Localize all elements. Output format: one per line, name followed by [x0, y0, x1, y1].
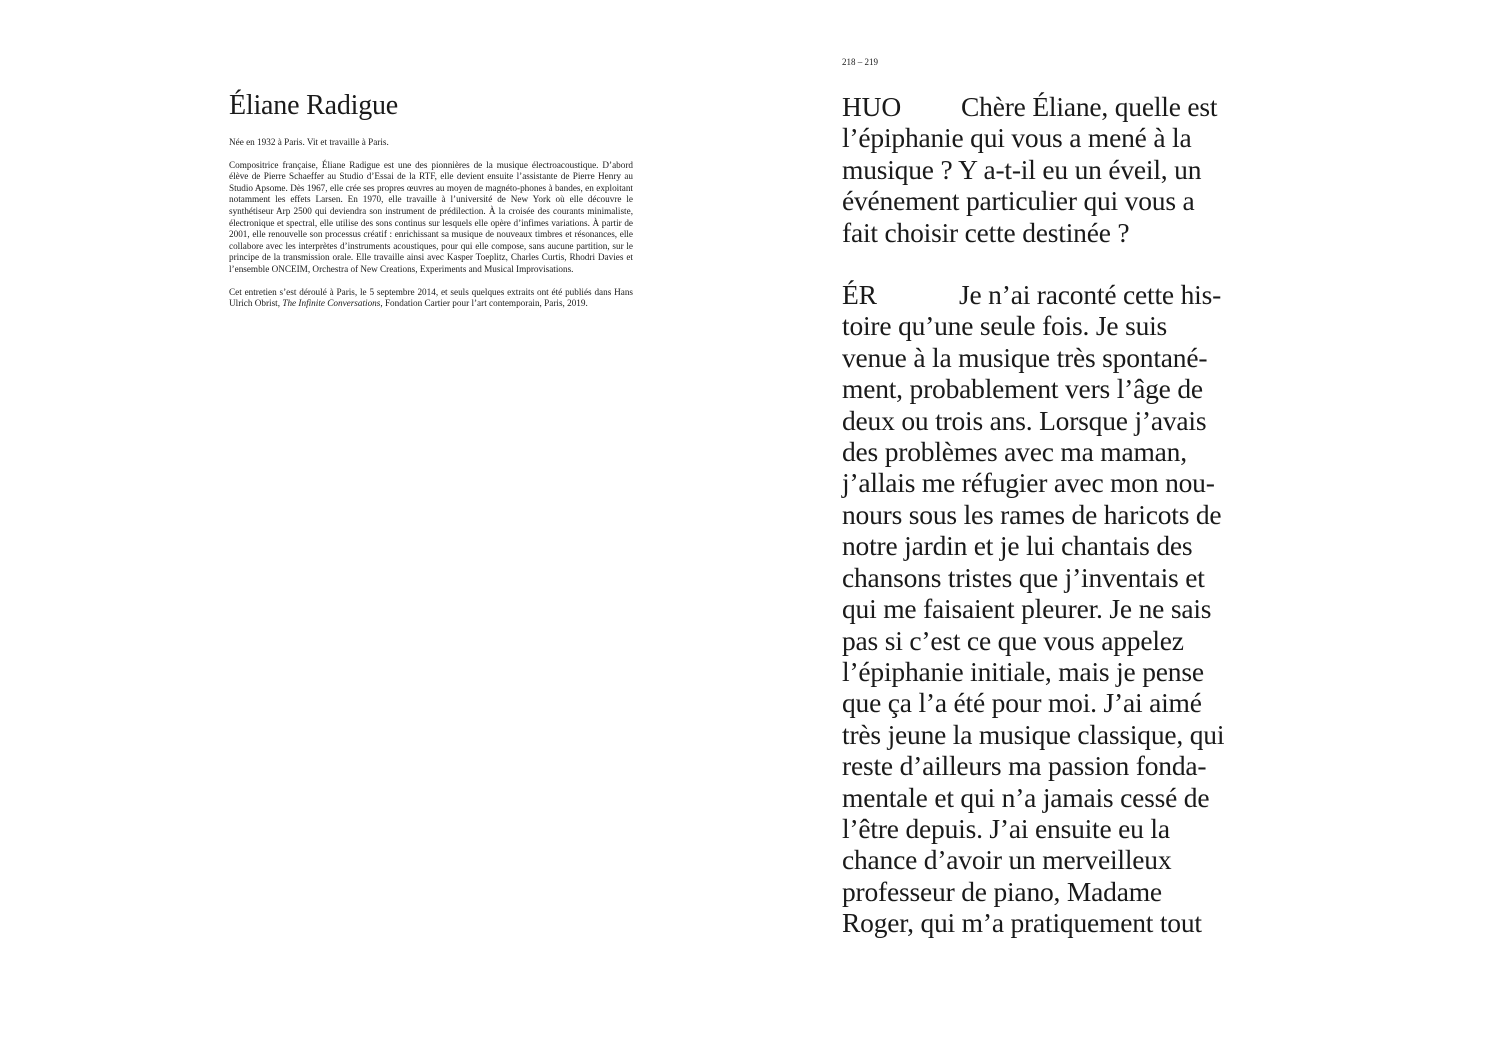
answer-line: notre jardin et je lui chantais des [842, 530, 1193, 562]
answer-line: l’épiphanie initiale, mais je pense [842, 655, 1204, 687]
answer-line: professeur de piano, Madame [842, 875, 1162, 907]
left-page [229, 88, 633, 321]
artist-bio: Compositrice française, Éliane Radigue est une des pionnières de la musique électroacoustique. D’abord élève de Pierre Schaeffer au Studio d’Essai de la RTF, elle devient ensuite l’assistante de Pierre Henry au Studio Apsome. Dès 1967, elle crée ses propres œuvres au moyen de magnéto-phones à bandes, en exploitant notamment les effets Larsen. En 1970, elle travaille à l’université de New York où elle découvre le synthétiseur Arp 2500 qui deviendra son instrument de prédilection. À la croisée des courants minimaliste, électronique et spectral, elle utilise des sons continus sur lesquels elle opère d’infimes variations. À partir de 2001, elle renouvelle son processus créatif : enrichissant sa musique de nouveaux timbres et résonances, elle collabore avec les interprètes d’instruments acoustiques, pour qui elle compose, sans aucune partition, sur le principe de la transmission orale. Elle travaille ainsi avec Kasper Toeplitz, Charles Curtis, Rhodri Davies et l’ensemble ONCEIM, Orchestra of New Creations, Experiments and Musical Improvisations. [229, 159, 633, 274]
answer-line: toire qu’une seule fois. Je suis [842, 310, 1168, 342]
interview-note [229, 287, 633, 310]
answer-line: pas si c’est ce que vous appelez [842, 624, 1184, 656]
answer-line: ment, probablement vers l’âge de [842, 373, 1203, 405]
interview-note-after: , Fondation Cartier pour l’art contemporain, Paris, 2019. [380, 298, 588, 309]
question-line: événement particulier qui vous a [842, 185, 1195, 217]
answer-line: mentale et qui n’a jamais cessé de [842, 781, 1210, 813]
question-speaker: HUO [842, 91, 901, 122]
answer-line: très jeune la musique classique, qui [842, 718, 1225, 750]
answer-block [842, 279, 1272, 939]
answer-first-line [842, 279, 1272, 310]
birth-line: Née en 1932 à Paris. Vit et travaille à Paris. [229, 137, 389, 147]
answer-line: chansons tristes que j’inventais et [842, 561, 1205, 593]
answer-line: nours sous les rames de haricots de [842, 498, 1222, 530]
question-block [842, 91, 1272, 248]
answer-line: qui me faisaient pleurer. Je ne sais [842, 593, 1212, 625]
interview-note-before: Cet entretien s’est déroulé à Paris, le 5 septembre 2014, et seuls quelques extraits ont été publiés dans Hans Ulrich Obrist, [229, 286, 633, 309]
question-line: fait choisir cette destinée ? [842, 216, 1130, 248]
answer-line: reste d’ailleurs ma passion fonda- [842, 750, 1207, 782]
question-line: musique ? Y a-t-il eu un éveil, un [842, 153, 1202, 185]
answer-line: l’être depuis. J’ai ensuite eu la [842, 812, 1170, 844]
answer-line: Roger, qui m’a pratiquement tout [842, 907, 1202, 939]
answer-line: deux ou trois ans. Lorsque j’avais [842, 404, 1207, 436]
answer-speaker: ÉR [842, 279, 877, 311]
answer-line: des problèmes avec ma maman, [842, 436, 1187, 468]
answer-line: que ça l’a été pour moi. J’ai aimé [842, 687, 1202, 719]
answer-line: Je n’ai raconté cette his- [959, 279, 1222, 311]
interview-note-title: The Infinite Conversations [282, 298, 381, 309]
question-first-line [842, 91, 1272, 122]
answer-line: j’allais me réfugier avec mon nou- [842, 467, 1215, 499]
question-line: l’épiphanie qui vous a mené à la [842, 122, 1192, 154]
question-line: Chère Éliane, quelle est [961, 91, 1218, 122]
right-page [842, 91, 1272, 970]
artist-name: Éliane Radigue [229, 90, 399, 121]
page-number: 218 – 219 [842, 57, 878, 67]
answer-line: chance d’avoir un merveilleux [842, 844, 1172, 876]
answer-line: venue à la musique très spontané- [842, 341, 1208, 373]
